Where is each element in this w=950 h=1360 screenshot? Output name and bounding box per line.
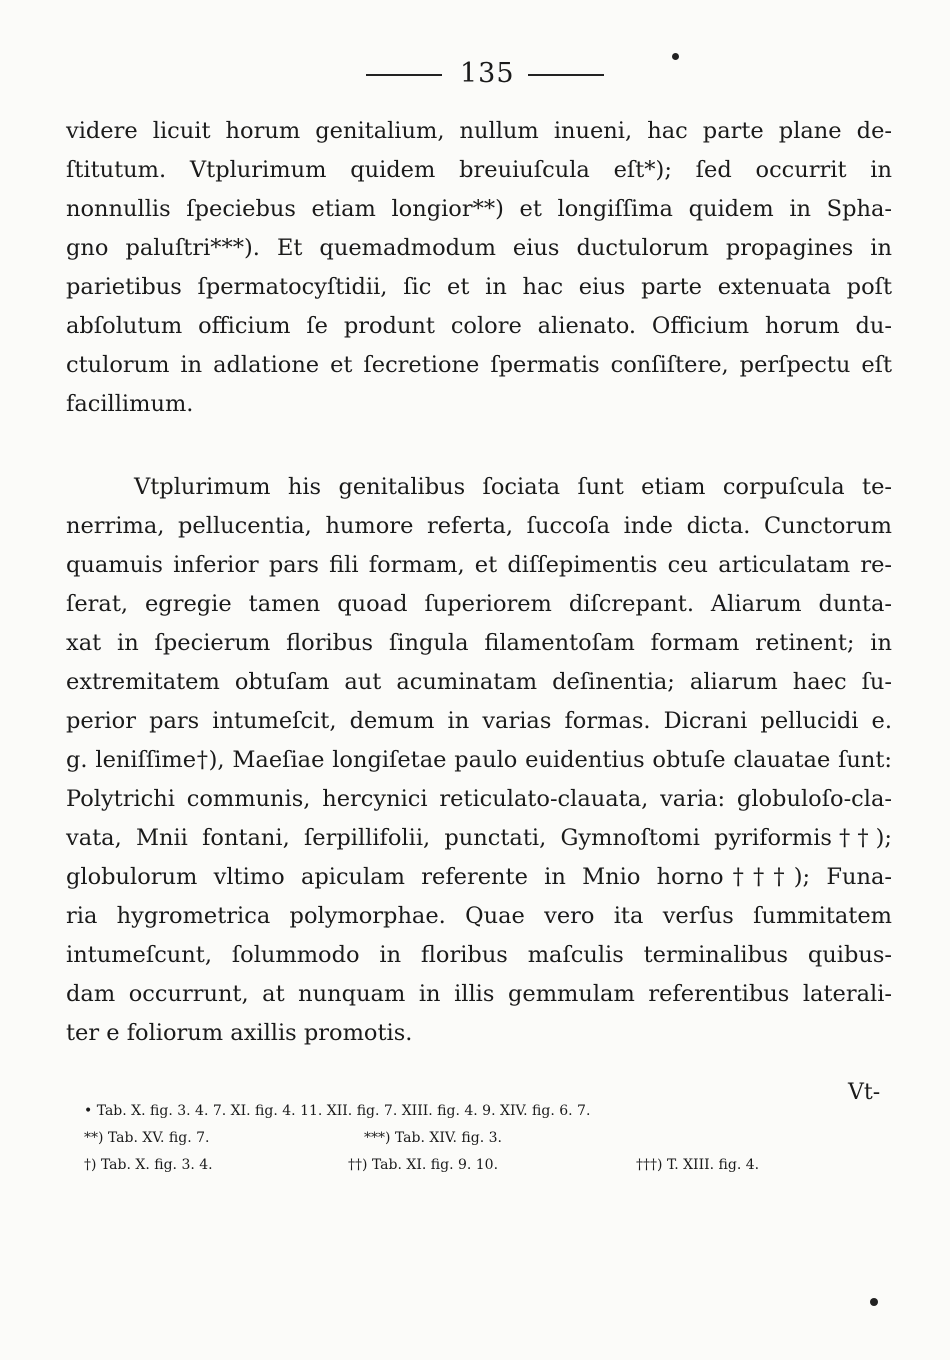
text-line: ria hygrometrica polymorphae. Quae vero ita verſus ſummitatem	[66, 903, 892, 929]
footnote-text: ***) Tab. XIV. fig. 3.	[364, 1130, 502, 1146]
footnotes	[84, 1098, 844, 1179]
text-line: nerrima, pellucentia, humore referta, ſuccoſa inde dicta. Cunctorum	[66, 513, 892, 539]
text-line: vata, Mnii fontani, ſerpillifolii, punctati, Gymnoſtomi pyriformis††);	[66, 825, 892, 851]
footnote-line	[84, 1152, 844, 1179]
paragraph-2	[66, 468, 892, 1053]
text-line: dam occurrunt, at nunquam in illis gemmulam referentibus laterali-	[66, 981, 892, 1007]
text-line: abſolutum officium ſe produnt colore alienato. Officium horum du-	[66, 313, 892, 339]
text-line: ſerat, egregie tamen quoad ſuperiorem diſcrepant. Aliarum dunta-	[66, 591, 892, 617]
text-line: g. leniſſime†), Maeſiae longiſetae paulo euidentius obtuſe clauatae ſunt:	[66, 747, 892, 773]
text-line: xat in ſpecierum floribus ſingula filamentoſam formam retinent; in	[66, 630, 892, 656]
header-rule-right	[528, 74, 604, 76]
page-number: 135	[460, 58, 515, 89]
text-line: videre licuit horum genitalium, nullum inueni, hac parte plane de-	[66, 118, 892, 144]
text-line: intumeſcunt, ſolummodo in floribus maſculis terminalibus quibus-	[66, 942, 892, 968]
text-line: extremitatem obtuſam aut acuminatam deſinentia; aliarum haec ſu-	[66, 669, 892, 695]
text-line: ſtitutum. Vtplurimum quidem breuiuſcula eſt*); ſed occurrit in	[66, 157, 892, 183]
footnote-text: **) Tab. XV. fig. 7.	[84, 1130, 210, 1146]
header-rule-left	[366, 74, 442, 76]
ink-dot-bottom	[870, 1298, 878, 1306]
text-line: ctulorum in adlatione et ſecretione ſpermatis conſiſtere, perſpectu eſt	[66, 352, 892, 378]
text-line: Polytrichi communis, hercynici reticulato-clauata, varia: globuloſo-cla-	[66, 786, 892, 812]
page-header	[0, 56, 950, 96]
text-line: gno paluſtri***). Et quemadmodum eius ductulorum propagines in	[66, 235, 892, 261]
footnote-line	[84, 1125, 844, 1152]
text-line: Vtplurimum his genitalibus ſociata ſunt etiam corpuſcula te-	[134, 474, 892, 500]
catchword: Vt-	[848, 1080, 881, 1105]
text-line: globulorum vltimo apiculam referente in Mnio horno†††); Funa-	[66, 864, 892, 890]
text-line: perior pars intumeſcit, demum in varias formas. Dicrani pellucidi e.	[66, 708, 892, 734]
ink-dot-top	[672, 53, 679, 60]
footnote-text: ††) Tab. XI. fig. 9. 10.	[348, 1157, 499, 1173]
footnote-text: • Tab. X. fig. 3. 4. 7. XI. fig. 4. 11. XII. fig. 7. XIII. fig. 4. 9. XIV. fig. 6. 7.	[84, 1103, 591, 1119]
text-line: ter e foliorum axillis promotis.	[66, 1020, 413, 1046]
footnote-text: †) Tab. X. fig. 3. 4.	[84, 1157, 213, 1173]
footnote-line	[84, 1098, 844, 1125]
text-line: nonnullis ſpeciebus etiam longior**) et longiſſima quidem in Spha-	[66, 196, 892, 222]
text-line: quamuis inferior pars fili formam, et diſſepimentis ceu articulatam re-	[66, 552, 892, 578]
paragraph-1	[66, 112, 892, 424]
text-line: parietibus ſpermatocyſtidii, ſic et in hac eius parte extenuata poſt	[66, 274, 892, 300]
footnote-text: †††) T. XIII. fig. 4.	[636, 1157, 760, 1173]
text-line: facillimum.	[66, 391, 194, 417]
